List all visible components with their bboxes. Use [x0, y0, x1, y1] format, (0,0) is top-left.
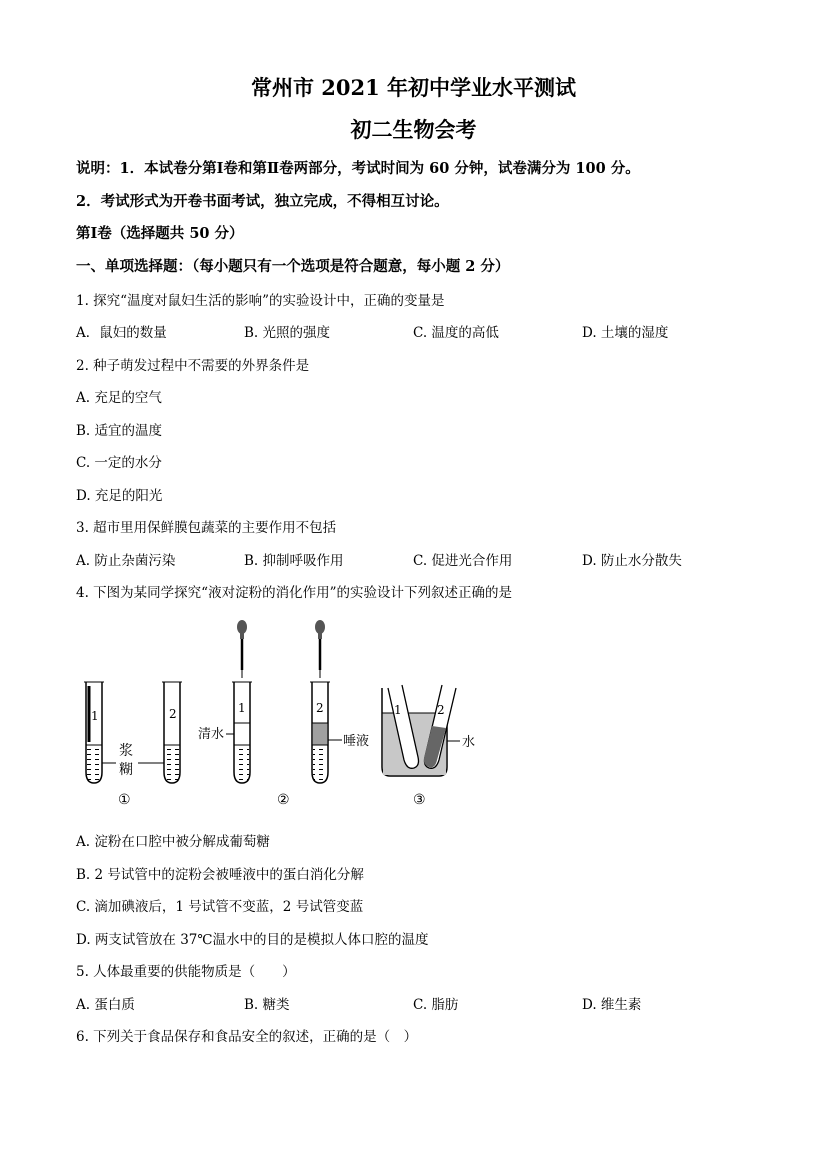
step-1-marker: ① — [118, 792, 131, 808]
page-title: 常州市 2021 年初中学业水平测试 — [250, 75, 577, 100]
question-6-stem: 6. 下列关于食品保存和食品安全的叙述，正确的是（ ） — [76, 1029, 418, 1045]
question-5-option-c: C. 脂肪 — [413, 997, 459, 1013]
question-2-option-b: B. 适宜的温度 — [76, 423, 163, 439]
bath-tube-1-label: 1 — [394, 703, 402, 717]
question-3-option-b: B. 抑制呼吸作用 — [244, 553, 344, 569]
question-3-option-a: A. 防止杂菌污染 — [76, 553, 176, 569]
question-2-option-a: A. 充足的空气 — [76, 390, 162, 406]
tube-2-step2 — [310, 682, 330, 783]
question-4-option-c: C. 滴加碘液后，1 号试管不变蓝，2 号试管变蓝 — [76, 899, 364, 915]
question-1-stem: 1. 探究“温度对鼠妇生活的影响”的实验设计中，正确的变量是 — [76, 293, 445, 309]
bath-water-label: 水 — [462, 735, 476, 750]
instruction-2: 2．考试形式为开卷书面考试，独立完成，不得相互讨论。 — [76, 193, 449, 210]
question-3-option-c: C. 促进光合作用 — [413, 553, 513, 569]
question-5-option-d: D. 维生素 — [582, 997, 642, 1013]
question-2-option-c: C. 一定的水分 — [76, 455, 162, 471]
tube-1b-label: 1 — [238, 701, 246, 715]
tube-1-step2 — [232, 682, 252, 783]
bath-tube-2-label: 2 — [437, 703, 445, 717]
question-4-option-b: B. 2 号试管中的淀粉会被唾液中的蛋白消化分解 — [76, 867, 364, 883]
question-2-stem: 2. 种子萌发过程中不需要的外界条件是 — [76, 358, 310, 374]
tube-2b-label: 2 — [316, 701, 324, 715]
section-title: 第Ⅰ卷（选择题共 50 分） — [76, 225, 244, 242]
experiment-figure — [70, 612, 510, 812]
question-1-option-c: C. 温度的高低 — [413, 325, 499, 341]
question-2-option-d: D. 充足的阳光 — [76, 488, 163, 504]
tube-2-label: 2 — [169, 707, 177, 721]
question-3-stem: 3. 超市里用保鲜膜包蔬菜的主要作用不包括 — [76, 520, 337, 536]
question-3-option-d: D. 防止水分散失 — [582, 553, 682, 569]
saliva-label: 唾液 — [343, 734, 370, 749]
water-label: 清水 — [198, 727, 225, 742]
paste-label-bottom: 糊 — [119, 762, 133, 778]
step-3-marker: ③ — [413, 792, 426, 808]
water-bath-beaker — [382, 685, 475, 776]
tube-1-step1 — [84, 682, 104, 783]
question-1-option-a: A．鼠妇的数量 — [76, 325, 167, 341]
step-2-marker: ② — [277, 792, 290, 808]
instruction-1: 说明：1．本试卷分第Ⅰ卷和第Ⅱ卷两部分，考试时间为 60 分钟，试卷满分为 100 分。 — [76, 160, 640, 177]
page-subtitle: 初二生物会考 — [350, 117, 477, 142]
question-5-stem: 5. 人体最重要的供能物质是（ ） — [76, 964, 296, 980]
part-title: 一、单项选择题：（每小题只有一个选项是符合题意，每小题 2 分） — [76, 258, 510, 275]
question-4-stem: 4. 下图为某同学探究“液对淀粉的消化作用”的实验设计下列叙述正确的是 — [76, 585, 512, 601]
question-5-option-b: B. 糖类 — [244, 997, 290, 1013]
tube-2-step1 — [162, 682, 182, 783]
question-4-option-d: D. 两支试管放在 37℃温水中的目的是模拟人体口腔的温度 — [76, 932, 429, 948]
dropper-1 — [237, 620, 247, 678]
question-5-option-a: A. 蛋白质 — [76, 997, 135, 1013]
question-4-option-a: A. 淀粉在口腔中被分解成葡萄糖 — [76, 834, 270, 850]
question-1-option-d: D. 土壤的湿度 — [582, 325, 669, 341]
question-1-option-b: B. 光照的强度 — [244, 325, 331, 341]
tube-1-label: 1 — [91, 709, 99, 723]
dropper-2 — [315, 620, 325, 678]
paste-label-top: 浆 — [119, 743, 133, 759]
